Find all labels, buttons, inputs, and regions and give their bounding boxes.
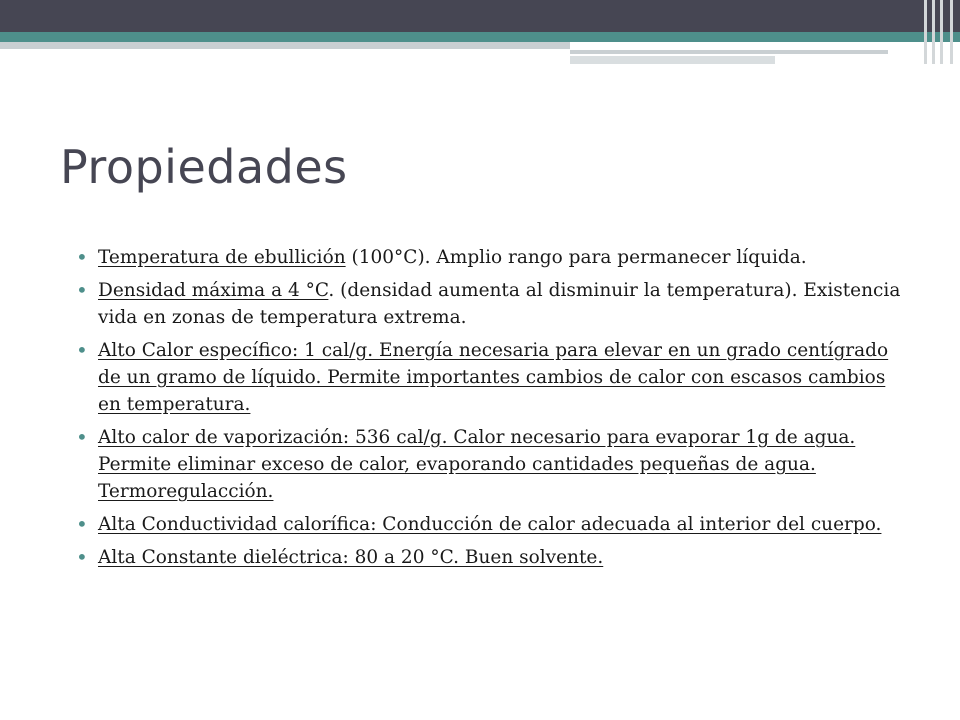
list-item [74, 511, 904, 538]
list-item [74, 424, 904, 505]
bullet-underlined-text: Alta Conductividad calorífica: Conducción de calor adecuada al interior del cuerpo. [98, 514, 882, 535]
page-title: Propiedades [60, 140, 348, 194]
header-bar [0, 0, 960, 32]
bullet-underlined-text: Densidad máxima a 4 °C [98, 280, 329, 301]
decor-band-mid [570, 50, 888, 54]
bullet-list [74, 244, 904, 577]
decor-band-left [0, 42, 570, 49]
bullet-text: (100°C). Amplio rango para permanecer líquida. [345, 247, 807, 268]
bullet-underlined-text: Alta Constante dieléctrica: 80 a 20 °C. Buen solvente. [98, 547, 604, 568]
bullet-underlined-text: Temperatura de ebullición [98, 247, 346, 268]
corner-decoration [920, 0, 960, 64]
accent-band [0, 32, 960, 42]
list-item [74, 277, 904, 331]
bullet-underlined-text: Alto Calor específico: 1 cal/g. Energía necesaria para elevar en un grado centígrado de un gramo de líquido. Permite importantes cambios de calor con escasos cambios en temperatura. [98, 340, 889, 415]
list-item [74, 544, 904, 571]
decor-band-right [570, 56, 775, 64]
list-item [74, 337, 904, 418]
bullet-text: . (densidad aumenta al disminuir la temperatura). Existencia vida en zonas de temperatura extrema. [98, 280, 901, 328]
list-item [74, 244, 904, 271]
bullet-underlined-text: Alto calor de vaporización: 536 cal/g. Calor necesario para evaporar 1g de agua. Permite eliminar exceso de calor, evaporando cantidades pequeñas de agua. Termoregulacción. [98, 427, 856, 502]
